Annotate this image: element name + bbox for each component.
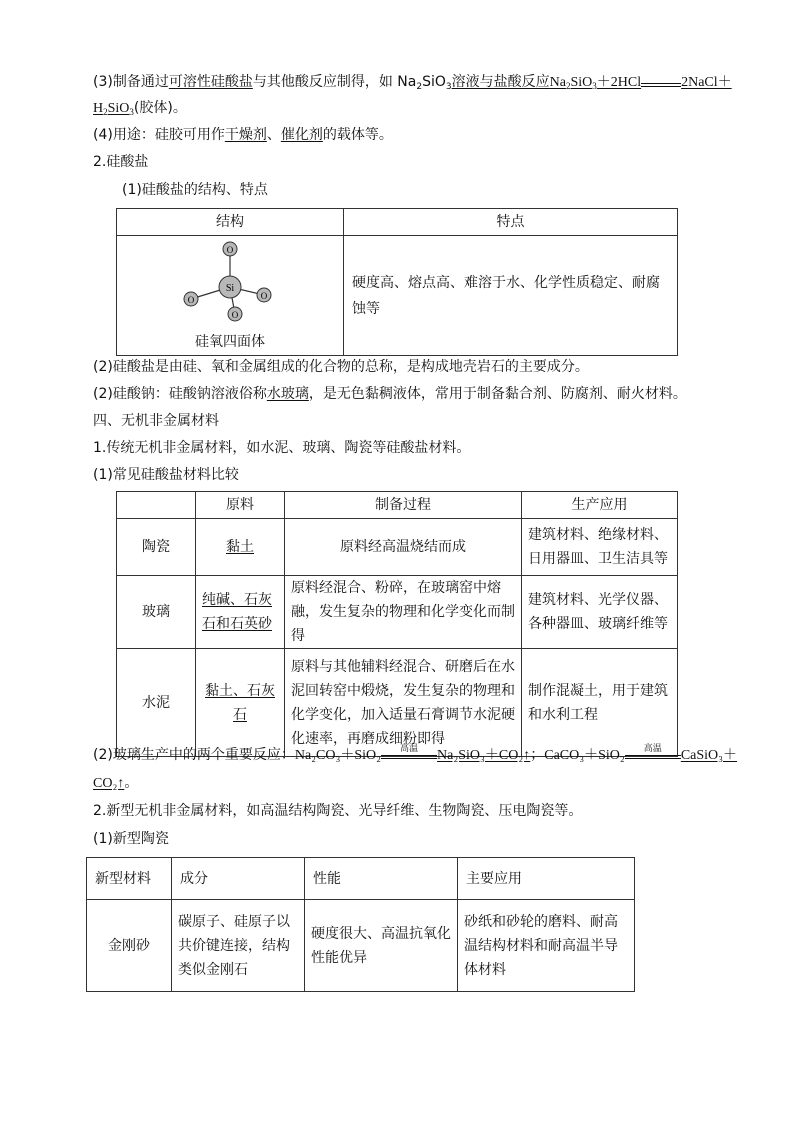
table-header: 生产应用	[522, 492, 678, 519]
silicate-materials-table	[116, 491, 678, 757]
material-name: 水泥	[117, 649, 196, 757]
subscript: 2	[416, 82, 423, 92]
glass-reactions-cont: CO₂↑。	[93, 775, 139, 791]
table-header: 性能	[305, 858, 458, 900]
table-row	[117, 519, 678, 576]
subheading-structure: (1)硅酸盐的结构、特点	[122, 182, 268, 198]
preparation-line	[93, 72, 732, 97]
feature-cell: 硬度高、熔点高、难溶于水、化学性质稳定、耐腐蚀等	[344, 236, 678, 356]
new-materials-line: 2.新型无机非金属材料，如高温结构陶瓷、光导纤维、生物陶瓷、压电陶瓷等。	[93, 803, 583, 819]
raw-material: 黏土、石灰石	[205, 682, 275, 723]
products: Na₂SiO₃＋CO₂↑	[437, 748, 531, 763]
key-term: 催化剂	[280, 127, 323, 143]
table-header: 成分	[172, 858, 305, 900]
equation: $Na_2SiO_3+2HCl$ 2NaCl＋	[549, 75, 732, 91]
material-name: 陶瓷	[117, 519, 196, 576]
material-name: 玻璃	[117, 576, 196, 649]
silicon-oxygen-tetrahedron-diagram	[175, 240, 285, 330]
application: 砂纸和砂轮的磨料、耐高温结构材料和耐高温半导体材料	[458, 900, 635, 992]
table-header: 原料	[196, 492, 285, 519]
key-term: 干燥剂	[224, 127, 267, 143]
new-ceramics-heading: (1)新型陶瓷	[93, 831, 169, 847]
condition-label: 高温	[400, 744, 419, 754]
table-header: 新型材料	[87, 858, 172, 900]
usage-line: (4)用途：硅胶可用作干燥剂、催化剂的载体等。	[93, 127, 393, 143]
table-header: 结构	[117, 209, 344, 236]
reactants: Na₂CO₃＋SiO₂	[294, 748, 382, 763]
composition: 碳原子、硅原子以共价键连接，结构类似金刚石	[172, 900, 305, 992]
atom-label-o: O	[231, 309, 239, 320]
raw-material: 纯碱、石灰石和石英砂	[202, 592, 272, 632]
text: (3)制备通过	[93, 74, 169, 90]
condition-label: 高温	[643, 744, 662, 754]
application: 建筑材料、光学仪器、各种器皿、玻璃纤维等	[522, 576, 678, 649]
text: 与其他酸反应制得，如 Na	[252, 74, 417, 90]
material-name: 金刚砂	[87, 900, 172, 992]
table-header: 特点	[344, 209, 678, 236]
atom-label-o: O	[226, 244, 234, 255]
sodium-silicate-line: (2)硅酸钠：硅酸钠溶液俗称水玻璃，是无色黏稠液体，常用于制备黏合剂、防腐剂、耐火材料。	[93, 386, 687, 402]
text: SiO	[422, 74, 446, 90]
preparation-line-cont: $H_2SiO_3$(胶体)。	[93, 100, 187, 117]
atom-label-o: O	[260, 290, 268, 301]
table-row	[87, 900, 635, 992]
subscript: 3	[445, 82, 452, 92]
table-header: 主要应用	[458, 858, 635, 900]
diagram-caption: 硅氧四面体	[195, 333, 265, 350]
tetrahedron-cell	[117, 236, 344, 356]
process: 原料经混合、粉碎，在玻璃窑中熔融，发生复杂的物理和化学变化而制得	[285, 576, 522, 649]
key-term: 溶液与盐酸反应	[451, 74, 550, 90]
property: 硬度很大、高温抗氧化性能优异	[305, 900, 458, 992]
raw-material: 黏土	[226, 539, 254, 555]
reactants: CaCO₃＋SiO₂	[544, 748, 625, 763]
table-header	[117, 492, 196, 519]
table-header: 制备过程	[285, 492, 522, 519]
new-ceramics-table	[86, 857, 635, 992]
application: 制作混凝土，用于建筑和水利工程	[522, 649, 678, 757]
key-term: 可溶性硅酸盐	[168, 74, 253, 90]
heading-silicate: 2.硅酸盐	[93, 154, 149, 170]
table-row	[117, 576, 678, 649]
atom-label-o: O	[187, 294, 195, 305]
key-term: 水玻璃	[266, 386, 309, 402]
structure-table	[116, 208, 678, 356]
silicate-definition: (2)硅酸盐是由硅、氧和金属组成的化合物的总称，是构成地壳岩石的主要成分。	[93, 359, 589, 375]
atom-label-si: Si	[225, 282, 235, 294]
products: CO₂↑	[93, 776, 125, 791]
products: CaSiO₃＋	[680, 748, 738, 763]
process: 原料与其他辅料经混合、研磨后在水泥回转窑中煅烧，发生复杂的物理和化学变化，加入适量石膏调节水泥硬化速率，再磨成细粉即得	[285, 649, 522, 757]
traditional-materials-line: 1.传统无机非金属材料，如水泥、玻璃、陶瓷等硅酸盐材料。	[93, 440, 471, 456]
application: 建筑材料、绝缘材料、日用器皿、卫生洁具等	[522, 519, 678, 576]
section-heading-4: 四、无机非金属材料	[93, 413, 219, 429]
comparison-heading: (1)常见硅酸盐材料比较	[93, 467, 239, 483]
glass-reactions-line: (2)玻璃生产中的两个重要反应：Na₂CO₃＋SiO₂ 高温 Na₂SiO₃＋CO₂↑；CaCO₃＋SiO₂ 高温 CaSiO₃＋	[93, 745, 737, 766]
process: 原料经高温烧结而成	[285, 519, 522, 576]
